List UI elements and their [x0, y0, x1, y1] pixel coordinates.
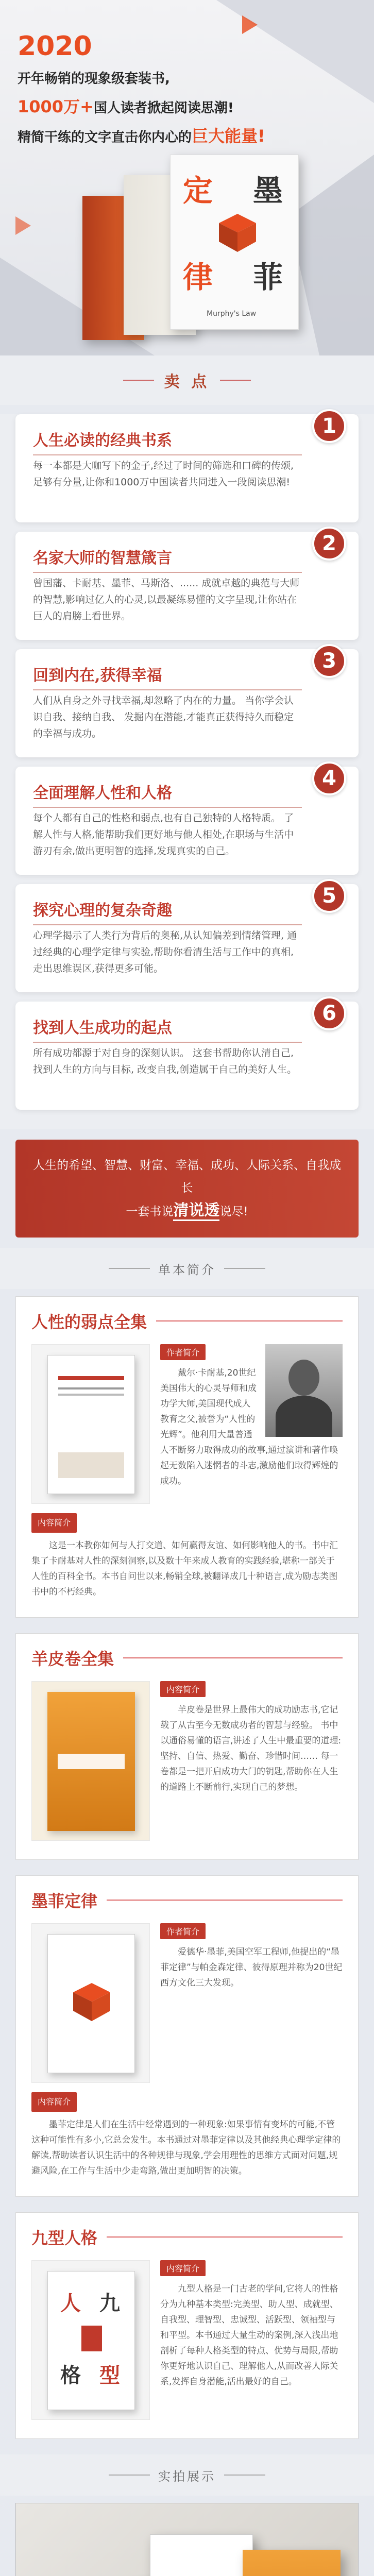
author-text: 爱德华·墨菲,美国空军工程师,他提出的“墨菲定律”与帕金森定律、彼得原理并称为20世纪西方文化三大发现。: [160, 1947, 343, 1988]
number-badge: 3: [312, 644, 346, 678]
book-cover-image: [31, 1681, 150, 1841]
content-text: 墨菲定律是人们在生活中经常遇到的一种现象:如果事情有变坏的可能,不管这种可能性有多小,它总会发生。本书通过对墨菲定律以及其他经典心理学定律的解读,帮助读者认识生活中的各种规律与现象,学会用理性的思维方式面对问题,规避风险,在工作与生活中少走弯路,做出更加明智的决策。: [31, 2120, 341, 2176]
cube-logo-icon: [71, 1981, 112, 2022]
content-text: 羊皮卷是世界上最伟大的成功励志书,它记载了从古至今无数成功者的智慧与经验。 书中以通俗易懂的语言,讲述了人生中最重要的道理:坚持、自信、热爱、勤奋、珍惜时间…… 每一卷都是一把开启成功大门的钥匙,帮助你在人生的道路上不断前行,实现自己的梦想。: [160, 1705, 342, 1792]
number-badge: 5: [312, 879, 346, 913]
book-title: 墨菲定律: [31, 1891, 98, 1911]
book-title: 羊皮卷全集: [31, 1649, 114, 1669]
content-text: 九型人格是一门古老的学问,它将人的性格分为九种基本类型:完美型、助人型、成就型、自我型、理智型、忠诚型、活跃型、领袖型与和平型。本书通过大量生动的案例,深入浅出地剖析了每种人格类型的特点、优势与局限,帮助你更好地认识自己、理解他人,从而改善人际关系,发挥自身潜能,活出最好的自己。: [160, 2284, 338, 2387]
content-tag: 内容简介: [160, 2260, 206, 2276]
selling-point-item: 全面理解人性和人格 每个人都有自己的性格和弱点,也有自己独特的人格特质。 了解人性与人格,能帮助我们更好地与他人相处,在职场与生活中游刃有余,做出更明智的选择,发现真实的自己。 4: [15, 767, 359, 875]
selling-points-heading: 卖 点: [0, 355, 374, 405]
book-intro-heading: 单本简介: [0, 1248, 374, 1289]
hero-line-3: 精简干练的文字直击你内心的巨大能量!: [18, 126, 265, 146]
content-tag: 内容简介: [160, 1681, 206, 1697]
hero-year: 2020: [18, 31, 92, 62]
hero-text: [18, 31, 265, 148]
hero-highlight-energy: 巨大能量!: [192, 126, 265, 146]
summary-quote-banner: 人生的希望、智慧、财富、幸福、成功、人际关系、自我成长 一套书说清说透说尽!: [15, 1140, 359, 1238]
author-tag: 作者简介: [160, 1923, 206, 1939]
author-portrait: [265, 1344, 343, 1437]
hero-line-2: 1000万+国人读者掀起阅读思潮!: [18, 97, 234, 116]
book-card: [15, 1633, 359, 1860]
photos-heading: 实拍展示: [0, 2454, 374, 2496]
selling-point-item: 回到内在,获得幸福 人们从自身之外寻找幸福,却忽略了内在的力量。 当你学会认识自我、接纳自我、 发掘内在潜能,才能真正获得持久而稳定的幸福与成功。 3: [15, 649, 359, 757]
content-text: 这是一本教你如何与人打交道、如何赢得友谊、如何影响他人的书。书中汇集了卡耐基对人性的深刻洞察,以及数十年来成人教育的实践经验,堪称一部关于人性的百科全书。本书自问世以来,畅销全球,被翻译成几十种语言,成为励志类图书中的不朽经典。: [31, 1540, 338, 1597]
number-badge: 4: [312, 761, 346, 795]
hero-highlight-count: 1000万+: [18, 97, 94, 116]
selling-points-list: [0, 414, 374, 1129]
hero-banner: [0, 0, 374, 355]
book-cover-image: [31, 1344, 150, 1504]
content-tag: 内容简介: [31, 2092, 77, 2112]
number-badge: 1: [312, 409, 346, 443]
author-tag: 作者简介: [160, 1344, 206, 1360]
number-badge: 6: [312, 996, 346, 1030]
book-cover-image: [31, 1923, 150, 2083]
selling-point-item: 名家大师的智慧箴言 曾国藩、卡耐基、墨菲、马斯洛、...... 成就卓越的典范与大师的智慧,影响过亿人的心灵,以最凝练易懂的文字呈现,让你站在巨人的肩膀上看世界。 2: [15, 532, 359, 640]
hero-book-murphy: 定 墨 律 菲 Murphy's Law: [170, 155, 299, 330]
author-text: 戴尔·卡耐基,20世纪美国伟大的心灵导师和成功学大师,美国现代成人教育之父,被誉为“人性的光辉”。他利用大量普通人不断努力取得成功的故事,通过演讲和著作唤起无数陷入迷惘者的斗志,激励他们取得辉煌的成功。: [160, 1368, 338, 1486]
book-card: [15, 1296, 359, 1618]
selling-point-item: 人生必读的经典书系 每一本都是大咖写下的金子,经过了时间的筛选和口碑的传颂,足够有分量,让你和1000万中国读者共同进入一段阅读思潮! 1: [15, 414, 359, 522]
book-title: 人性的弱点全集: [31, 1312, 147, 1332]
book-card: [15, 1875, 359, 2197]
book-card: [15, 2212, 359, 2439]
selling-point-item: 探究心理的复杂奇趣 心理学揭示了人类行为背后的奥秘,从认知偏差到情绪管理, 通过经典的心理学定律与实验,帮助你看清生活与工作中的真相,走出思维误区,获得更多可能。 5: [15, 884, 359, 992]
book-cover-image: 人 九 格 型: [31, 2260, 150, 2420]
hero-line-1: 开年畅销的现象级套装书,: [18, 71, 170, 87]
selling-point-item: 找到人生成功的起点 所有成功都源于对自身的深刻认识。 这套书帮助你认清自己,找到人生的方向与目标, 改变自我,创造属于自己的美好人生。 6: [15, 1002, 359, 1110]
hero-book-set-image: [62, 155, 330, 345]
cube-logo-icon: [217, 212, 258, 253]
book-title: 九型人格: [31, 2228, 98, 2248]
number-badge: 2: [312, 527, 346, 561]
product-photo-1: [15, 2503, 359, 2576]
content-tag: 内容简介: [31, 1513, 77, 1533]
